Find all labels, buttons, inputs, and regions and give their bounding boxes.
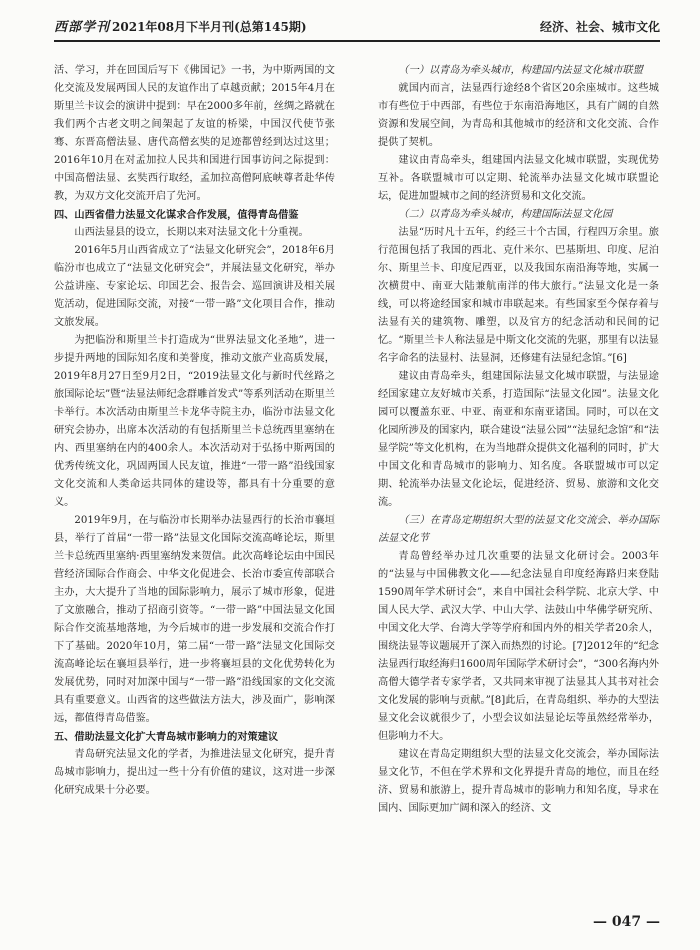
body-paragraph: 青岛研究法显文化的学者，为推进法显文化研究，提升青岛城市影响力，提出过一些十分有价值的建议，这对进一步深化研究成果十分必要。 xyxy=(54,749,335,796)
body-paragraph: 建议由青岛牵头，组建国际法显文化城市联盟，与法显途经国家建立友好城市关系，打造国际“法显文化园”。法显文化园可以覆盖东亚、中亚、南亚和东南亚诸国。同时，可以在文化园所涉及的国家内，联合建设“法显公园”“法显纪念馆”和“法显学院”等文化机构，在为当地群众提供文化福利的同时，扩大中国文化和青岛城市的影响力、知名度。各联盟城市可以定期、轮流举办法显文化论坛，促进经济、贸易、旅游和文化交流。 xyxy=(378,371,659,508)
body-paragraph: 2016年5月山西省成立了“法显文化研究会”，2018年6月临汾市也成立了“法显文化研究会”，并展法显文化研究，举办公益讲座、专家论坛、印国艺会、报告会、巡回演讲及相关展览活动，促进国际交流，对接“一带一路”文化项目合作，推动文旅发展。 xyxy=(54,245,335,328)
body-paragraph: 青岛曾经举办过几次重要的法显文化研讨会。2003年的“法显与中国佛教文化——纪念法显自印度经海路归来登陆1590周年学术研讨会”，来自中国社会科学院、北京大学、中国人民大学、武汉大学、中山大学、法鼓山中华佛学研究所、中国文化大学、台湾大学等学府和国内外的相关学者20余人，围绕法显等议题展开了深入而热烈的讨论。[7]2012年的“纪念法显西行取经海归1600周年国际学术研讨会”，“300名海内外高僧大德学者专家学者，又共同来审视了法显其人其书对社会文化发展的影响与贡献。”[8]此后，在青岛组织、举办的大型法显文化会议就很少了，小型会议如法显论坛等虽然经常举办，但影响力不大。 xyxy=(378,551,659,742)
subsection-heading: （三）在青岛定期组织大型的法显文化交流会、举办国际法显文化节 xyxy=(378,515,659,544)
section-title: 经济、社会、城市文化 xyxy=(539,20,660,34)
body-paragraph: 就国内而言，法显西行途经8个省区20余座城市。这些城市有些位于中西部，有些位于东南沿海地区，具有广阔的自然资源和发展空间，为青岛和其他城市的经济和文化交流、合作提供了契机。 xyxy=(378,83,659,148)
right-column xyxy=(378,62,659,818)
section-heading: 四、山西省借力法显文化谋求合作发展，值得青岛借鉴 xyxy=(54,209,299,221)
body-paragraph: 为把临汾和斯里兰卡打造成为“世界法显文化圣地”，进一步提升两地的国际知名度和美誉度，推动文旅产业高质发展，2019年8月27日至9月2日，“2019法显文化与新时代丝路之旅国际论坛”暨“法显法师纪念群雕首发式”等系列活动在斯里兰卡举行。本次活动由斯里兰卡龙华寺院主办，临汾市法显文化研究会协办，出席本次活动的有包括斯里兰卡总统西里塞纳在内、西里塞纳在内的400余人。本次活动对于弘扬中斯两国的优秀传统文化，巩固两国人民友谊，推进“一带一路”沿线国家文化交流和人类命运共同体的建设等，都具有十分重要的意义。 xyxy=(54,335,335,508)
body-paragraph: 法显“历时凡十五年，约经三十个古国，行程四万余里。旅行范围包括了我国的西北、克什米尔、巴基斯坦、印度、尼泊尔、斯里兰卡、印度尼西亚，以及我国东南沿海等地，实属一次横贯中、南亚大陆兼航南洋的伟大旅行。”法显文化是一条线，可以将途经国家和城市串联起来。有些国家至今保存着与法显有关的建筑物、雕塑，以及官方的纪念活动和民间的记忆。“斯里兰卡人称法显是中斯文化交流的先驱，那里有以法显名字命名的法显村、法显洞，还修建有法显纪念馆。”[6] xyxy=(378,227,659,364)
page-header xyxy=(54,16,660,42)
issue-info: 2021年08月下半月刊(总第145期) xyxy=(112,20,307,34)
body-paragraph: 建议由青岛牵头，组建国内法显文化城市联盟，实现优势互补。各联盟城市可以定期、轮流举办法显文化城市联盟论坛，促进加盟城市之间的经济贸易和文化交流。 xyxy=(378,155,659,202)
body-paragraph: 建议在青岛定期组织大型的法显文化交流会，举办国际法显文化节，不但在学术界和文化界提升青岛的地位，而且在经济、贸易和旅游上，提升青岛城市的影响力和知名度，导求在国内、国际更加广阔和深入的经济、文 xyxy=(378,749,659,814)
journal-logo: 西部学刊 xyxy=(54,20,111,35)
header-left xyxy=(54,16,307,35)
page-number: — 047 — xyxy=(593,914,660,930)
subsection-heading: （二）以青岛为牵头城市，构建国际法显文化园 xyxy=(398,209,613,220)
subsection-heading: （一）以青岛为牵头城市，构建国内法显文化城市联盟 xyxy=(398,65,643,76)
body-paragraph: 山西法显县的设立，长期以来对法显文化十分重视。 xyxy=(74,227,309,238)
section-heading: 五、借助法显文化扩大青岛城市影响力的对策建议 xyxy=(54,731,279,743)
body-paragraph: 2019年9月，在与临汾市长期举办法显西行的长治市襄垣县，举行了首届“一带一路”法显文化国际交流高峰论坛，斯里兰卡总统西里塞纳·西里塞纳发来贺信。此次高峰论坛由中国民营经济国际合作商会、中华文化促进会、长治市委宣传部联合主办，大大提升了当地的国际影响力，展示了城市形象，促进了文旅融合，推动了招商引资等。“一带一路”中国法显文化国际合作交流基地落地，为今后城市的进一步发展和交流合作打下了基础。2020年10月，第二届“一带一路”法显文化国际交流高峰论坛在襄垣县举行，进一步将襄垣县的文化优势转化为发展优势，同时对加深中国与“一带一路”沿线国家的文化交流具有重要意义。山西省的这些做法方法大，涉及面广，影响深远，都值得青岛借鉴。 xyxy=(54,515,335,724)
left-column xyxy=(54,62,335,800)
body-paragraph: 活、学习，并在回国后写下《佛国记》一书，为中斯两国的文化交流及发展两国人民的友谊作出了卓越贡献；2015年4月在斯里兰卡议会的演讲中提到：早在2000多年前，丝绸之路就在我们两个古老文明之间架起了友谊的桥梁，中国汉代使节张骞、东晋高僧法显、唐代高僧玄奘的足迹都曾经到达过这里；2016年10月在对孟加拉人民共和国进行国事访问之际提到：中国高僧法显、玄奘西行取经，孟加拉高僧阿底峡尊者赴华传教，为双方文化交流开启了先河。 xyxy=(54,65,335,202)
